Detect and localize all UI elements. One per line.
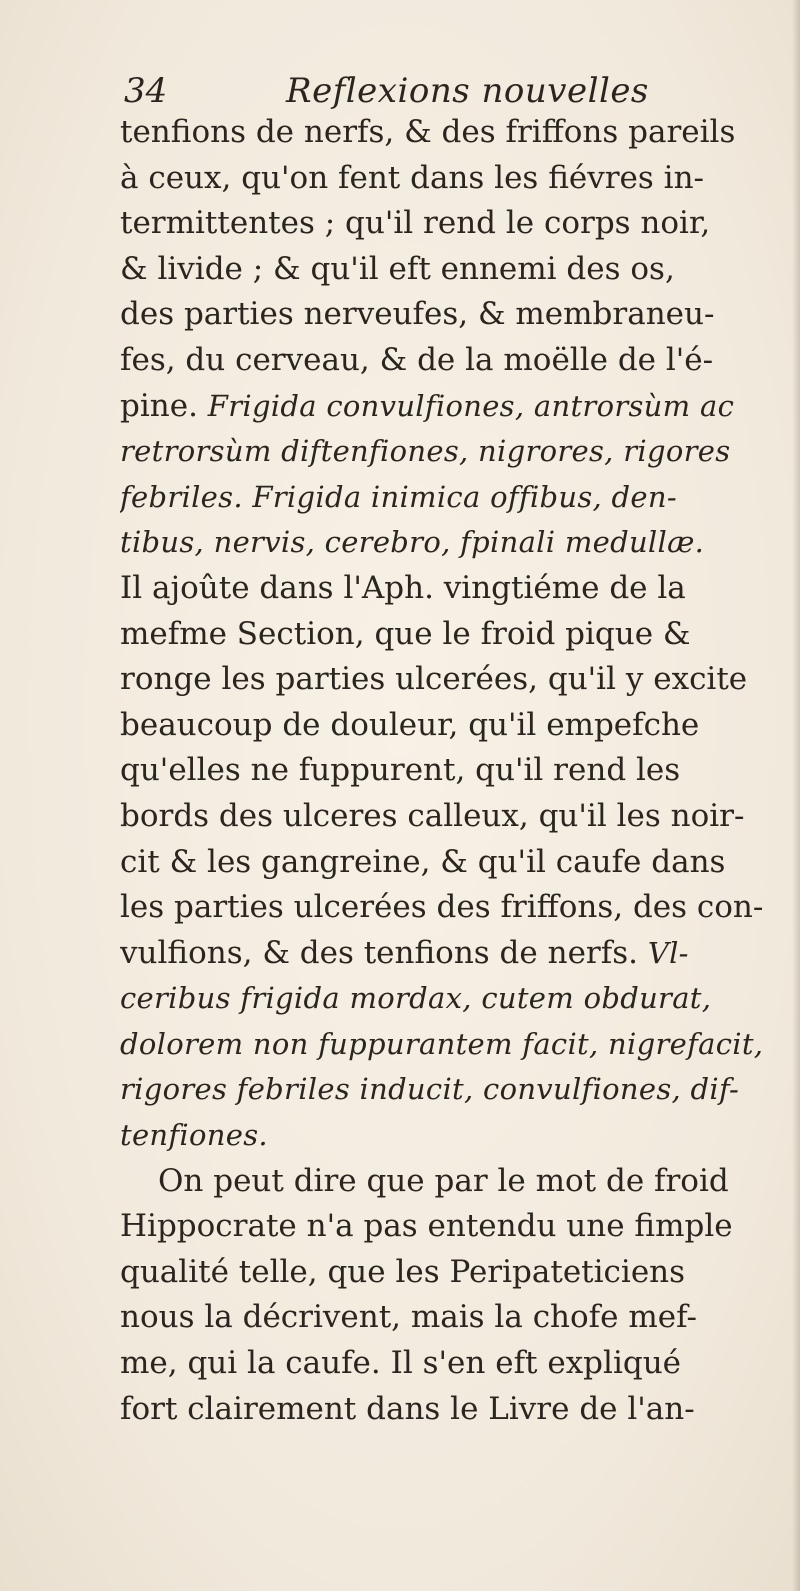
text-roman: nous la décrivent, mais la chofe mef- [120, 1299, 697, 1336]
text-roman: fort clairement dans le Livre de l'an- [120, 1390, 695, 1427]
text-italic-latin: dolorem non fuppurantem facit, nigrefacit, [120, 1026, 764, 1061]
text-italic-latin: Frigida convulfiones, antrorsùm ac [207, 388, 735, 423]
text-line [120, 1387, 800, 1433]
text-italic-latin: tibus, nervis, cerebro, fpinali medullæ. [120, 525, 705, 560]
text-roman: pine. [120, 387, 208, 424]
text-line [120, 703, 800, 749]
text-line [120, 931, 800, 977]
text-italic-latin: tenfiones. [120, 1118, 268, 1153]
text-roman: me, qui la caufe. Il s'en eft expliqué [120, 1345, 682, 1382]
text-roman: tenfions de nerfs, & des friffons pareils [120, 114, 736, 150]
text-line [120, 1341, 800, 1387]
text-roman: Il ajoûte dans l'Aph. vingtiéme de la [120, 569, 686, 606]
text-roman: vulfions, & des tenfions de nerfs. [120, 934, 648, 971]
text-line [120, 566, 800, 612]
text-line [120, 612, 800, 658]
text-roman: & livide ; & qu'il eft ennemi des os, [120, 250, 675, 287]
text-line [120, 657, 800, 703]
text-italic-latin: retrorsùm diftenfiones, nigrores, rigores [120, 434, 731, 469]
running-title: Reflexions nouvelles [286, 71, 649, 111]
text-line [120, 794, 800, 840]
text-line [120, 748, 800, 794]
text-line [120, 384, 800, 430]
text-roman: mefme Section, que le froid pique & [120, 615, 691, 652]
text-roman: On peut dire que par le mot de froid [158, 1162, 729, 1199]
text-line [120, 338, 800, 384]
text-line [120, 1295, 800, 1341]
text-roman: à ceux, qu'on fent dans les fiévres in- [120, 159, 705, 196]
text-roman: Hippocrate n'a pas entendu une fimple [120, 1208, 733, 1245]
text-roman: fes, du cerveau, & de la moëlle de l'é- [120, 341, 714, 378]
text-italic-latin: rigores febriles inducit, convulfiones, dif- [120, 1072, 740, 1107]
text-line [120, 1159, 800, 1205]
text-line [120, 885, 800, 931]
text-line [120, 1067, 800, 1113]
text-line [120, 976, 800, 1022]
text-italic-latin: ceribus frigida mordax, cutem obdurat, [120, 981, 712, 1016]
text-roman: qu'elles ne fuppurent, qu'il rend les [120, 752, 681, 789]
page-number: 34 [124, 71, 168, 111]
text-roman: qualité telle, que les Peripateticiens [120, 1253, 686, 1290]
text-roman: termittentes ; qu'il rend le corps noir, [120, 205, 711, 242]
body-text [120, 110, 800, 1432]
text-line [120, 840, 800, 886]
text-roman: les parties ulcerées des friffons, des con- [120, 889, 764, 926]
text-line [120, 292, 800, 338]
text-italic-latin: febriles. Frigida inimica offibus, den- [120, 479, 677, 514]
text-roman: ronge les parties ulcerées, qu'il y excite [120, 661, 748, 698]
text-line [120, 1250, 800, 1296]
text-line [120, 1113, 800, 1159]
text-line [120, 156, 800, 202]
text-roman: bords des ulceres calleux, qu'il les noir- [120, 797, 745, 834]
text-line [120, 520, 800, 566]
text-line [120, 429, 800, 475]
text-roman: beaucoup de douleur, qu'il empefche [120, 706, 700, 743]
text-line [120, 110, 800, 156]
running-head [124, 68, 654, 114]
text-line [120, 1022, 800, 1068]
text-line [120, 247, 800, 293]
text-line [120, 201, 800, 247]
text-line [120, 475, 800, 521]
text-line [120, 1204, 800, 1250]
text-roman: cit & les gangreine, & qu'il caufe dans [120, 843, 726, 880]
text-roman: des parties nerveufes, & membraneu- [120, 296, 715, 333]
text-italic-latin: Vl- [647, 935, 689, 970]
